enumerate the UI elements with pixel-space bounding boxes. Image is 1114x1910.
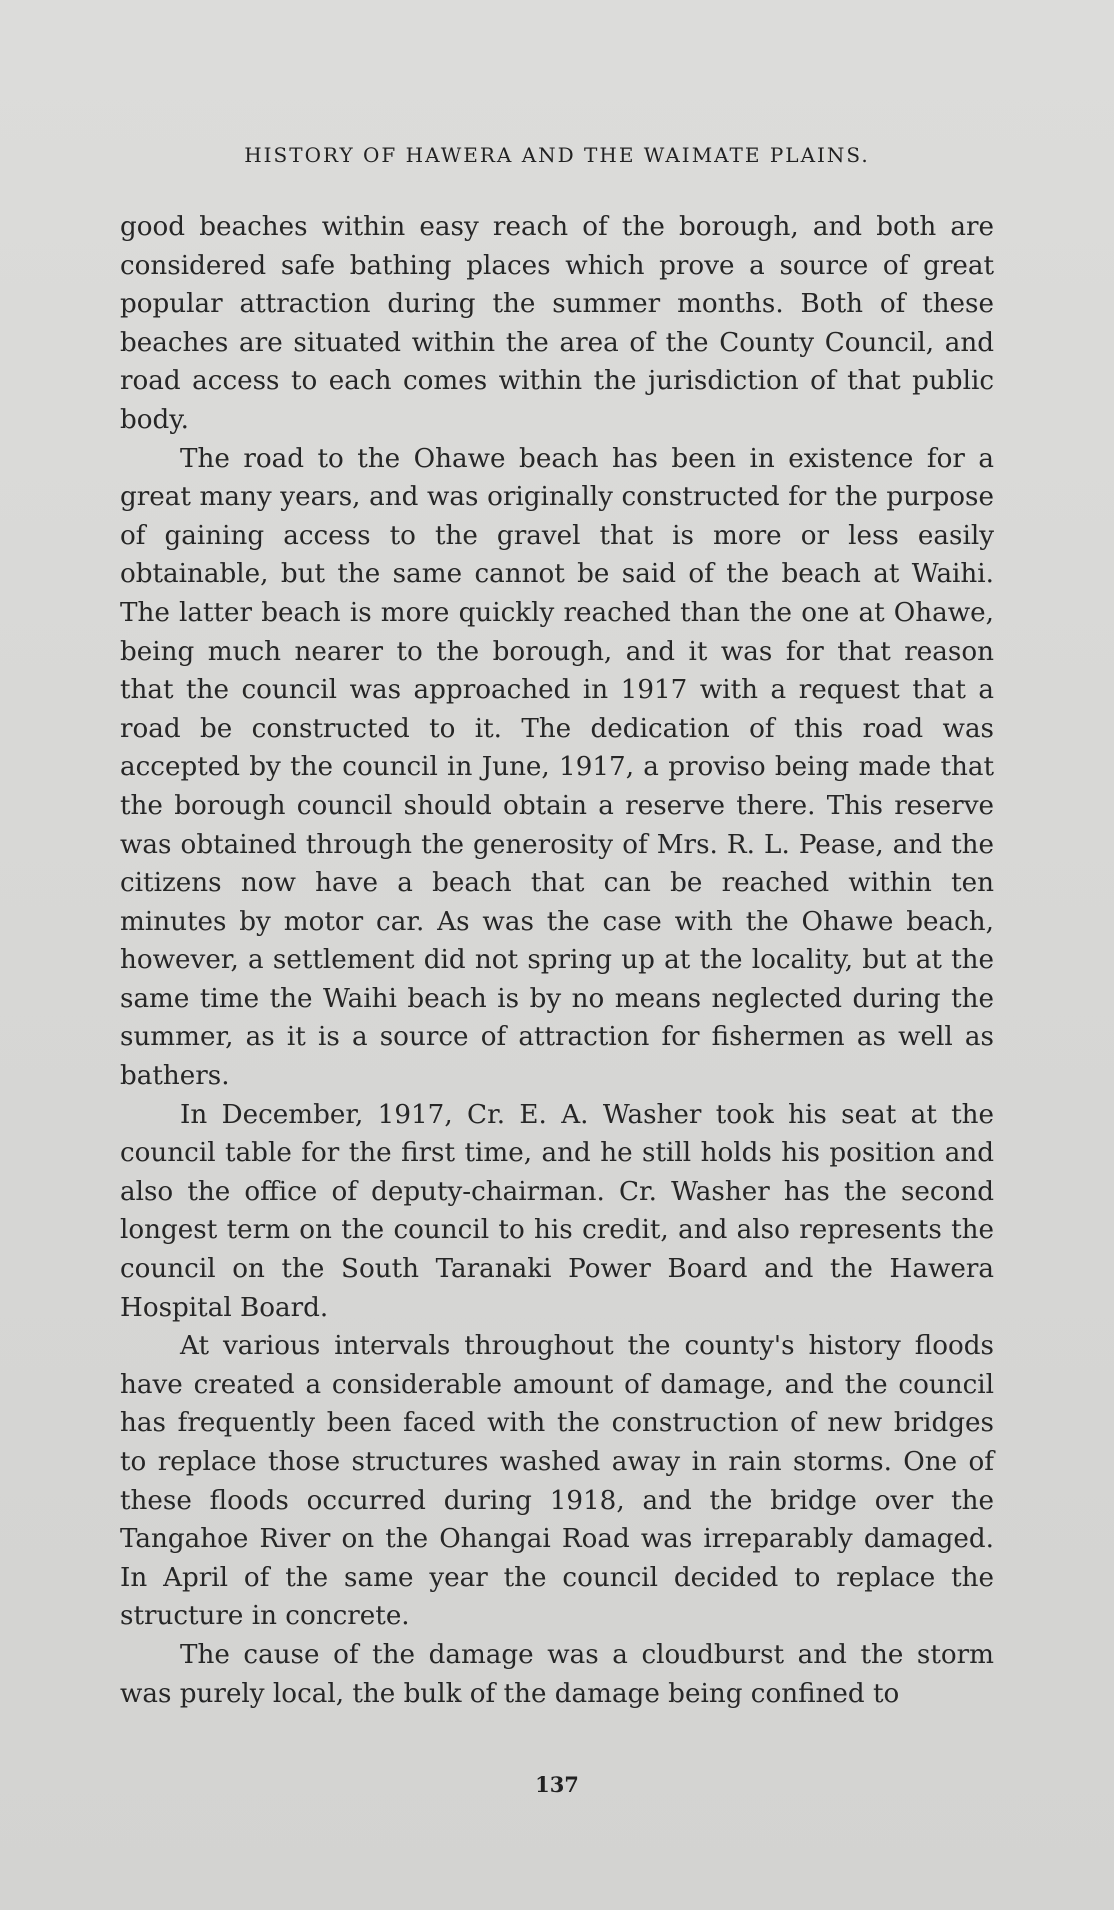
- paragraph-4-floods: At various intervals throughout the county's history floods have created a considerable amount of damage, and the council has frequently been faced with the construction of new bridges to replace those structures washed away in rain storms. One of these floods occurred during 1918, and the bridge over the Tangahoe River on the Ohangai Road was irreparably damaged. In April of the same year the council decided to replace the structure in concrete.: [120, 1331, 994, 1632]
- running-head: HISTORY OF HAWERA AND THE WAIMATE PLAINS.: [244, 143, 870, 167]
- paragraph-3-cr-washer: In December, 1917, Cr. E. A. Washer took his seat at the council table for the first time, and he still holds his position and also the office of deputy-chairman. Cr. Washer has the second longest term on the council to his credit, and also represents the council on the South Taranaki Power Board and the Hawera Hospital Board.: [120, 1099, 994, 1323]
- body-text: [120, 208, 994, 1713]
- page-number: 137: [535, 1772, 579, 1797]
- paragraph-5-cloudburst: The cause of the damage was a cloudburst and the storm was purely local, the bulk of the damage being confined to: [120, 1639, 994, 1709]
- paragraph-2-ohawe-road: The road to the Ohawe beach has been in existence for a great many years, and was originally constructed for the purpose of gaining access to the gravel that is more or less easily obtainable, but the same cannot be said of the beach at Waihi. The latter beach is more quickly reached than the one at Ohawe, being much nearer to the borough, and it was for that reason that the council was approached in 1917 with a request that a road be constructed to it. The dedication of this road was accepted by the council in June, 1917, a proviso being made that the borough council should obtain a reserve there. This reserve was obtained through the generosity of Mrs. R. L. Pease, and the citizens now have a beach that can be reached within ten minutes by motor car. As was the case with the Ohawe beach, however, a settlement did not spring up at the locality, but at the same time the Waihi beach is by no means neglected during the summer, as it is a source of attraction for fishermen as well as bathers.: [120, 443, 994, 1092]
- paragraph-1-continued: good beaches within easy reach of the borough, and both are considered safe bathing places which prove a source of great popular attraction during the summer months. Both of these beaches are situated within the area of the County Council, and road access to each comes within the jurisdiction of that public body.: [120, 212, 994, 435]
